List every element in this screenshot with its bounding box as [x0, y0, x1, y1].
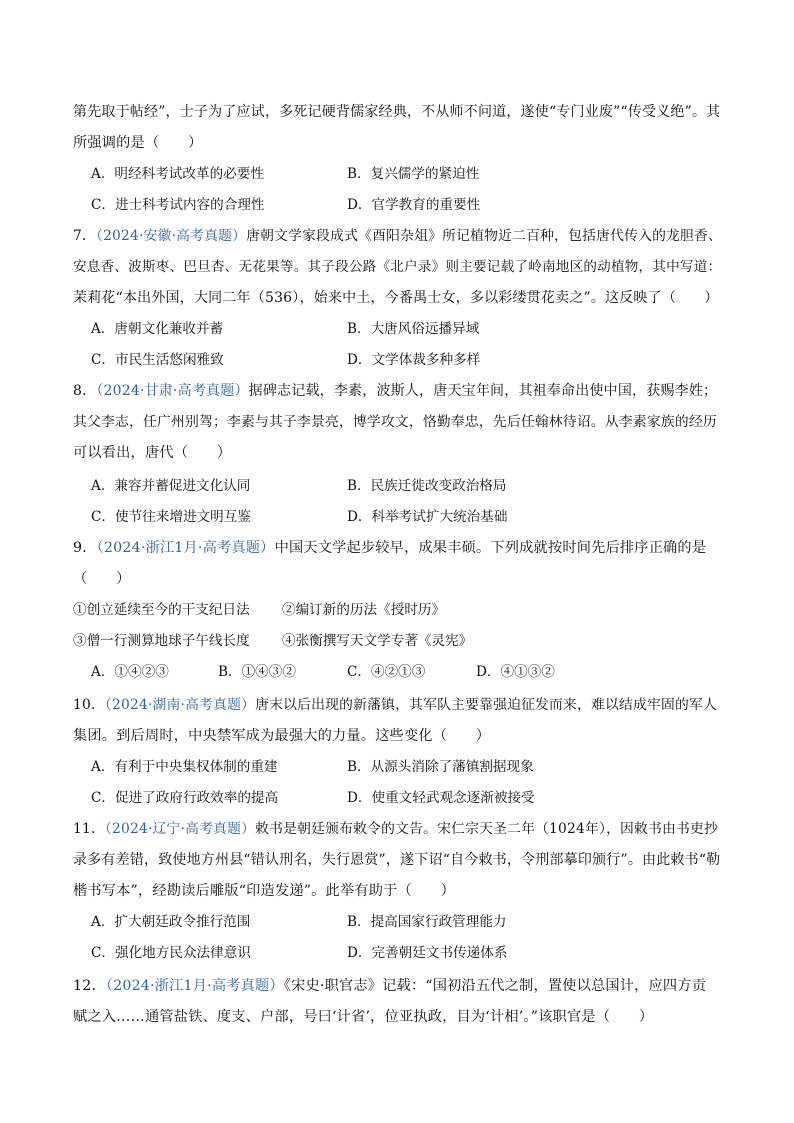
question-7-option-d[interactable]: D．文学体裁多种多样	[347, 352, 481, 368]
question-11-line-2: 录多有差错，致使地方州县“错认刑名，失行恩赏”，遂下诏“自今敕书，令刑部摹印颁行”。由此敕书“勒	[73, 852, 721, 868]
question-10-option-d[interactable]: D．使重文轻武观念逐渐被接受	[347, 790, 535, 806]
question-9-source-tag: （2024·浙江1月·高考真题）	[96, 540, 275, 556]
question-8-option-a[interactable]: A．兼容并蓄促进文化认同	[91, 478, 251, 494]
question-10-option-c[interactable]: C．促进了政府行政效率的提高	[91, 790, 279, 806]
question-8-option-b[interactable]: B．民族迁徙改变政治格局	[347, 478, 507, 494]
question-9-option-b[interactable]: B．①④③②	[218, 664, 296, 680]
question-12-line-2: 赋之入……通管盐铁、度支、户部，号曰‘计省’，位亚执政，目为‘计相’。”该职官是（ ）	[73, 1009, 654, 1025]
question-8-text: 据碑志记载，李素，波斯人，唐天宝年间，其祖奉命出使中国，获赐李姓；	[248, 383, 718, 399]
question-11-option-d[interactable]: D．完善朝廷文书传递体系	[347, 945, 508, 961]
question-9-text: 中国天文学起步较早，成果丰硕。下列成就按时间先后排序正确的是	[274, 540, 707, 556]
question-8-line-1	[73, 381, 722, 401]
question-11-source-tag: （2024·辽宁·高考真题）	[104, 821, 256, 837]
prev-question-line-2: 所强调的是（ ）	[73, 135, 203, 151]
question-10-text: 唐末以后出现的新藩镇，其军队主要靠强迫征发而来，难以结成牢固的军人	[255, 697, 718, 713]
question-7-option-c[interactable]: C．市民生活悠闲雅致	[91, 352, 224, 368]
question-10-number: 10．	[73, 697, 105, 713]
question-7-line-1	[73, 226, 722, 246]
prev-option-a[interactable]: A．明经科考试改革的必要性	[91, 166, 264, 182]
question-11-line-3: 楷书写本”，经勘读后雕版“印造发递”。此举有助于（ ）	[73, 883, 456, 899]
question-11-option-c[interactable]: C．强化地方民众法律意识	[91, 945, 251, 961]
question-10-line-1	[73, 695, 722, 715]
question-12-number: 12．	[73, 978, 106, 994]
question-11-number: 11．	[73, 821, 105, 837]
question-11-option-a[interactable]: A．扩大朝廷政令推行范围	[91, 914, 251, 930]
question-7-line-2: 安息香、波斯枣、巴旦杏、无花果等。其子段公路《北户录》则主要记载了岭南地区的动植物，其中写道：	[73, 259, 722, 275]
question-9-option-d[interactable]: D．④①③②	[476, 664, 555, 680]
question-10-option-a[interactable]: A．有利于中央集权体制的重建	[91, 759, 278, 775]
question-8-line-2: 其父李志，任广州别驾；李素与其子李景亮，博学攻文，恪勤奉忠，先后任翰林待诏。从李素家族的经历	[73, 414, 717, 430]
question-10-option-b[interactable]: B．从源头消除了藩镇割据现象	[347, 759, 534, 775]
question-7-option-b[interactable]: B．大唐风俗远播异域	[347, 321, 480, 337]
question-8-line-3: 可以看出，唐代（ ）	[73, 445, 232, 461]
question-8-option-d[interactable]: D．科举考试扩大统治基础	[347, 509, 508, 525]
question-8-number: 8．	[73, 383, 97, 399]
question-7-text: 唐朝文学家段成式《酉阳杂俎》所记植物近二百种，包括唐代传入的龙胆香、	[246, 228, 723, 244]
question-12-line-1	[73, 976, 722, 996]
prev-option-c[interactable]: C．进士科考试内容的合理性	[91, 197, 265, 213]
prev-option-b[interactable]: B．复兴儒学的紧迫性	[347, 166, 480, 182]
question-7-number: 7．	[73, 228, 96, 244]
question-8-source-tag: （2024·甘肃·高考真题）	[96, 383, 249, 399]
prev-question-line-1: 第先取于帖经”，士子为了应试，多死记硬背儒家经典，不从师不问道，遂使“专门业废”“传受义绝”。其	[73, 104, 721, 120]
question-9-option-c[interactable]: C．④②①③	[347, 664, 426, 680]
question-9-item-3: ③僧一行测算地球子午线长度	[73, 633, 250, 649]
question-9-item-2: ②编订新的历法《授时历》	[282, 602, 446, 618]
question-11-text: 敕书是朝廷颁布敕令的文告。宋仁宗天圣二年（1024年），因敕书由书吏抄	[255, 821, 719, 837]
question-9-item-4: ④张衡撰写天文学专著《灵宪》	[282, 633, 473, 649]
question-7-option-a[interactable]: A．唐朝文化兼收并蓄	[91, 321, 224, 337]
question-11-line-1	[73, 819, 722, 839]
question-11-option-b[interactable]: B．提高国家行政管理能力	[347, 914, 507, 930]
question-9-number: 9．	[73, 540, 97, 556]
prev-option-d[interactable]: D．官学教育的重要性	[347, 197, 481, 213]
question-9-item-1: ①创立延续至今的干支纪日法	[73, 602, 250, 618]
question-12-text: 《宋史·职官志》记载：“国初沿五代之制，置使以总国计，应四方贡	[283, 978, 707, 994]
question-8-option-c[interactable]: C．使节往来增进文明互鉴	[91, 509, 251, 525]
question-9-line-2: （ ）	[73, 571, 131, 587]
question-7-line-3: 茉莉花“本出外国，大同二年（536），始来中土，今番禺士女，多以彩缕贯花卖之”。这反映了（ ）	[73, 290, 719, 306]
question-10-source-tag: （2024·湖南·高考真题）	[104, 697, 256, 713]
question-9-option-a[interactable]: A．①④②③	[91, 664, 169, 680]
question-10-line-2: 集团。到后周时，中央禁军成为最强大的力量。这些变化（ ）	[73, 728, 491, 744]
question-7-source-tag: （2024·安徽·高考真题）	[95, 228, 247, 244]
question-9-line-1	[73, 538, 722, 558]
question-12-source-tag: （2024·浙江1月·高考真题）	[105, 978, 284, 994]
